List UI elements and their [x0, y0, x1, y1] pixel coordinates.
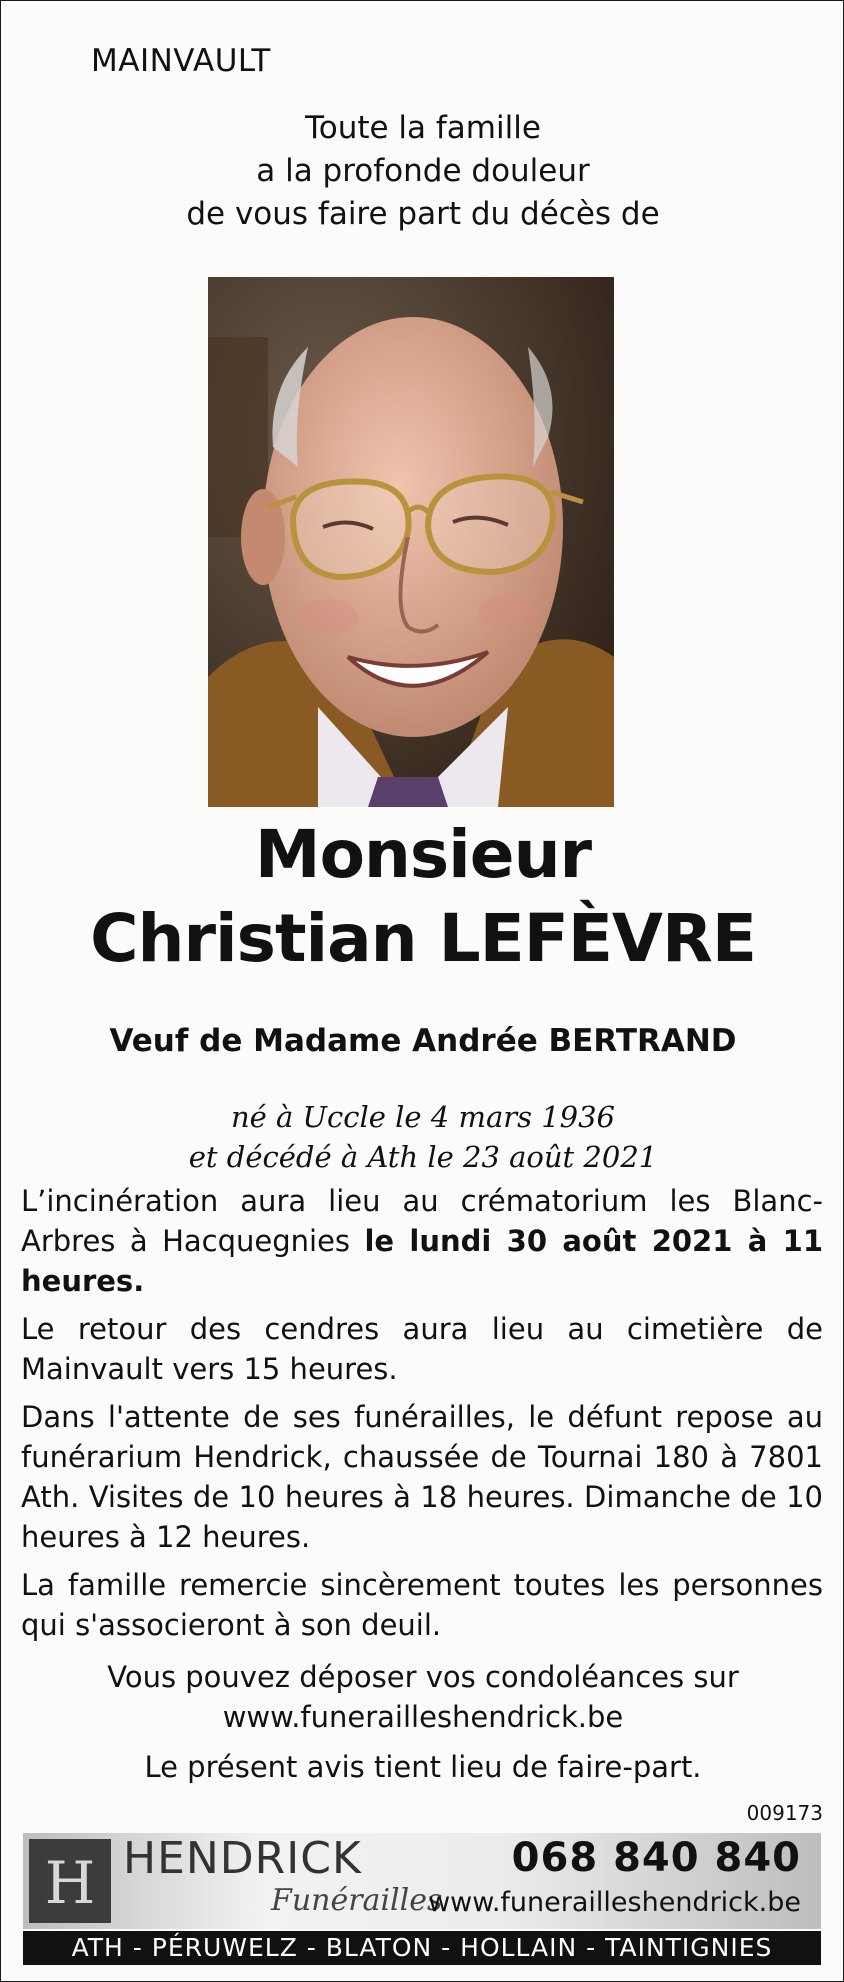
funeral-details	[21, 1181, 823, 1653]
cremation-text: L’incinération aura lieu au crématorium les Blanc-Arbres à Hacquegnies	[21, 1184, 823, 1258]
name-title: Monsieur	[254, 816, 592, 893]
phone-number[interactable]: 068 840 840	[511, 1835, 801, 1881]
city-label: MAINVAULT	[91, 43, 271, 79]
name-full: Christian LEFÈVRE	[90, 900, 756, 977]
intro-line: a la profonde douleur	[256, 153, 590, 189]
widow-line: Veuf de Madame Andrée BERTRAND	[109, 1023, 737, 1059]
brand-name: HENDRICK	[123, 1833, 362, 1884]
reference-number: 009173	[746, 1801, 823, 1825]
condolences-website-link[interactable]: www.funerailleshendrick.be	[222, 1700, 624, 1734]
funeral-home-banner	[23, 1833, 821, 1929]
death-line: et décédé à Ath le 23 août 2021	[188, 1140, 658, 1174]
thanks-paragraph: La famille remercie sincèrement toutes les personnes qui s'associeront à son deuil.	[21, 1568, 823, 1642]
condolences-line: Vous pouvez déposer vos condoléances sur	[107, 1660, 739, 1694]
birth-death-dates	[1, 1097, 844, 1177]
hendrick-logo	[29, 1839, 111, 1923]
intro-line: de vous faire part du décès de	[186, 196, 660, 232]
brand-subtitle: Funérailles	[271, 1883, 443, 1918]
birth-line: né à Uccle le 4 mars 1936	[230, 1100, 616, 1134]
visitation-paragraph: Dans l'attente de ses funérailles, le défunt repose au funérarium Hendrick, chaussée de Tournai 180 à 7801 Ath. Visites de 10 heures à 18 heures. Dimanche de 10 heures à 12 heures.	[21, 1400, 823, 1554]
cremation-paragraph	[21, 1181, 823, 1301]
intro-text	[1, 107, 844, 236]
locations-bar: ATH - PÉRUWELZ - BLATON - HOLLAIN - TAINTIGNIES	[23, 1931, 821, 1965]
closing-text	[1, 1657, 844, 1787]
ashes-paragraph: Le retour des cendres aura lieu au cimetière de Mainvault vers 15 heures.	[21, 1312, 823, 1386]
intro-line: Toute la famille	[305, 110, 541, 146]
notice-line: Le présent avis tient lieu de faire-part.	[144, 1750, 702, 1784]
banner-website-link[interactable]: www.funerailleshendrick.be	[428, 1887, 801, 1918]
cremation-datetime: le lundi 30 août 2021 à 11 heures.	[21, 1224, 823, 1298]
portrait-photo	[208, 277, 614, 807]
deceased-name	[1, 813, 844, 981]
logo-letter: H	[44, 1849, 96, 1917]
